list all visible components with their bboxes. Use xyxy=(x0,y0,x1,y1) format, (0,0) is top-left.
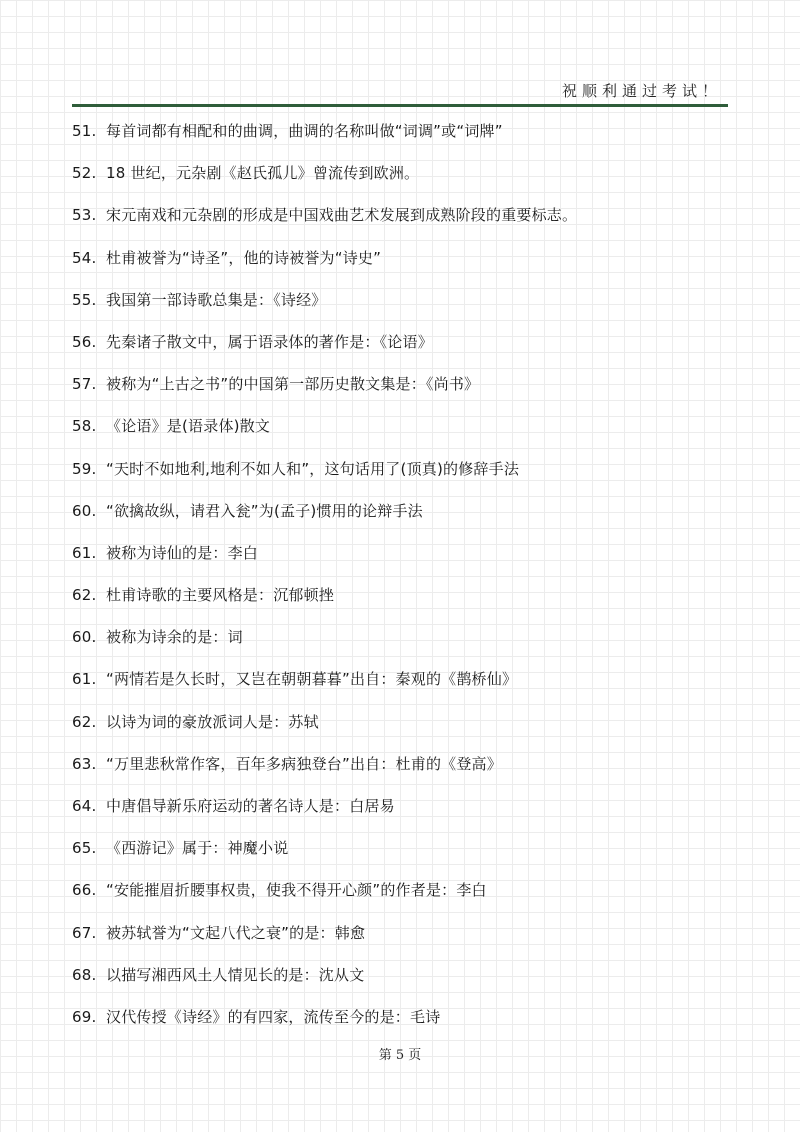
header-divider xyxy=(72,104,728,107)
item-number: 56. xyxy=(72,332,97,351)
item-number: 51. xyxy=(72,122,97,140)
list-item xyxy=(72,159,732,201)
list-item xyxy=(72,792,732,834)
item-text: 《西游记》属于：神魔小说 xyxy=(106,839,289,858)
item-number: 60. xyxy=(72,628,97,647)
item-text: 汉代传授《诗经》的有四家，流传至今的是：毛诗 xyxy=(106,1007,441,1026)
item-text: “欲擒故纵，请君入瓮”为(孟子)惯用的论辩手法 xyxy=(106,501,423,520)
item-number: 69. xyxy=(72,1007,97,1026)
list-item xyxy=(72,539,732,581)
list-item xyxy=(72,497,732,539)
item-text: 杜甫诗歌的主要风格是：沉郁顿挫 xyxy=(106,586,335,605)
item-number: 68. xyxy=(72,965,97,984)
item-number: 62. xyxy=(72,712,97,731)
page-number: 第 5 页 xyxy=(378,1048,422,1063)
list-item xyxy=(72,201,732,243)
list-item xyxy=(72,623,732,665)
list-item xyxy=(72,750,732,792)
item-text: 被称为诗仙的是：李白 xyxy=(106,543,259,562)
item-text: 以描写湘西风土人情见长的是：沈从文 xyxy=(106,965,365,984)
item-number: 55. xyxy=(72,290,97,309)
item-text: “安能摧眉折腰事权贵，使我不得开心颜”的作者是：李白 xyxy=(106,881,487,900)
question-list xyxy=(72,117,732,1045)
item-text: 被苏轼誉为“文起八代之衰”的是：韩愈 xyxy=(106,923,366,942)
item-text: 以诗为词的豪放派词人是：苏轼 xyxy=(106,712,319,731)
item-number: 61. xyxy=(72,543,97,562)
item-text: “两情若是久长时，又岂在朝朝暮暮”出自：秦观的《鹊桥仙》 xyxy=(106,670,518,689)
item-text: 中唐倡导新乐府运动的著名诗人是：白居易 xyxy=(106,797,395,815)
item-number: 52. xyxy=(72,164,97,183)
item-number: 64. xyxy=(72,797,97,815)
item-number: 60. xyxy=(72,501,97,520)
item-text: 《论语》是(语录体)散文 xyxy=(106,417,271,436)
item-text: 宋元南戏和元杂剧的形成是中国戏曲艺术发展到成熟阶段的重要标志。 xyxy=(106,206,578,225)
list-item xyxy=(72,286,732,328)
list-item xyxy=(72,328,732,370)
item-number: 66. xyxy=(72,881,97,900)
list-item xyxy=(72,455,732,497)
item-text: “万里悲秋常作客，百年多病独登台”出自：杜甫的《登高》 xyxy=(106,754,502,773)
item-text: 被称为诗余的是：词 xyxy=(106,628,243,647)
item-number: 57. xyxy=(72,375,97,394)
item-number: 62. xyxy=(72,586,97,605)
list-item xyxy=(72,708,732,750)
list-item xyxy=(72,876,732,918)
list-item xyxy=(72,919,732,961)
list-item xyxy=(72,117,732,159)
list-item xyxy=(72,1003,732,1045)
item-number: 61. xyxy=(72,670,97,689)
item-text: 被称为“上古之书”的中国第一部历史散文集是：《尚书》 xyxy=(106,375,480,394)
list-item xyxy=(72,834,732,876)
item-text: 先秦诸子散文中，属于语录体的著作是：《论语》 xyxy=(106,332,433,351)
list-item xyxy=(72,665,732,707)
list-item xyxy=(72,581,732,623)
item-number: 65. xyxy=(72,839,97,858)
item-number: 67. xyxy=(72,923,97,942)
item-text: 18 世纪，元杂剧《赵氏孤儿》曾流传到欧洲。 xyxy=(106,164,420,183)
item-text: “天时不如地利,地利不如人和”，这句话用了(顶真)的修辞手法 xyxy=(106,459,520,478)
list-item xyxy=(72,412,732,454)
item-number: 58. xyxy=(72,417,97,436)
item-number: 54. xyxy=(72,248,97,267)
list-item xyxy=(72,244,732,286)
item-number: 53. xyxy=(72,206,97,225)
item-text: 每首词都有相配和的曲调，曲调的名称叫做“词调”或“词牌” xyxy=(106,122,503,140)
item-number: 59. xyxy=(72,459,97,478)
header-title: 祝顺利通过考试！ xyxy=(561,82,722,100)
item-number: 63. xyxy=(72,754,97,773)
list-item xyxy=(72,961,732,1003)
item-text: 杜甫被誉为“诗圣”，他的诗被誉为“诗史” xyxy=(106,248,382,267)
list-item xyxy=(72,370,732,412)
item-text: 我国第一部诗歌总集是：《诗经》 xyxy=(106,290,327,309)
